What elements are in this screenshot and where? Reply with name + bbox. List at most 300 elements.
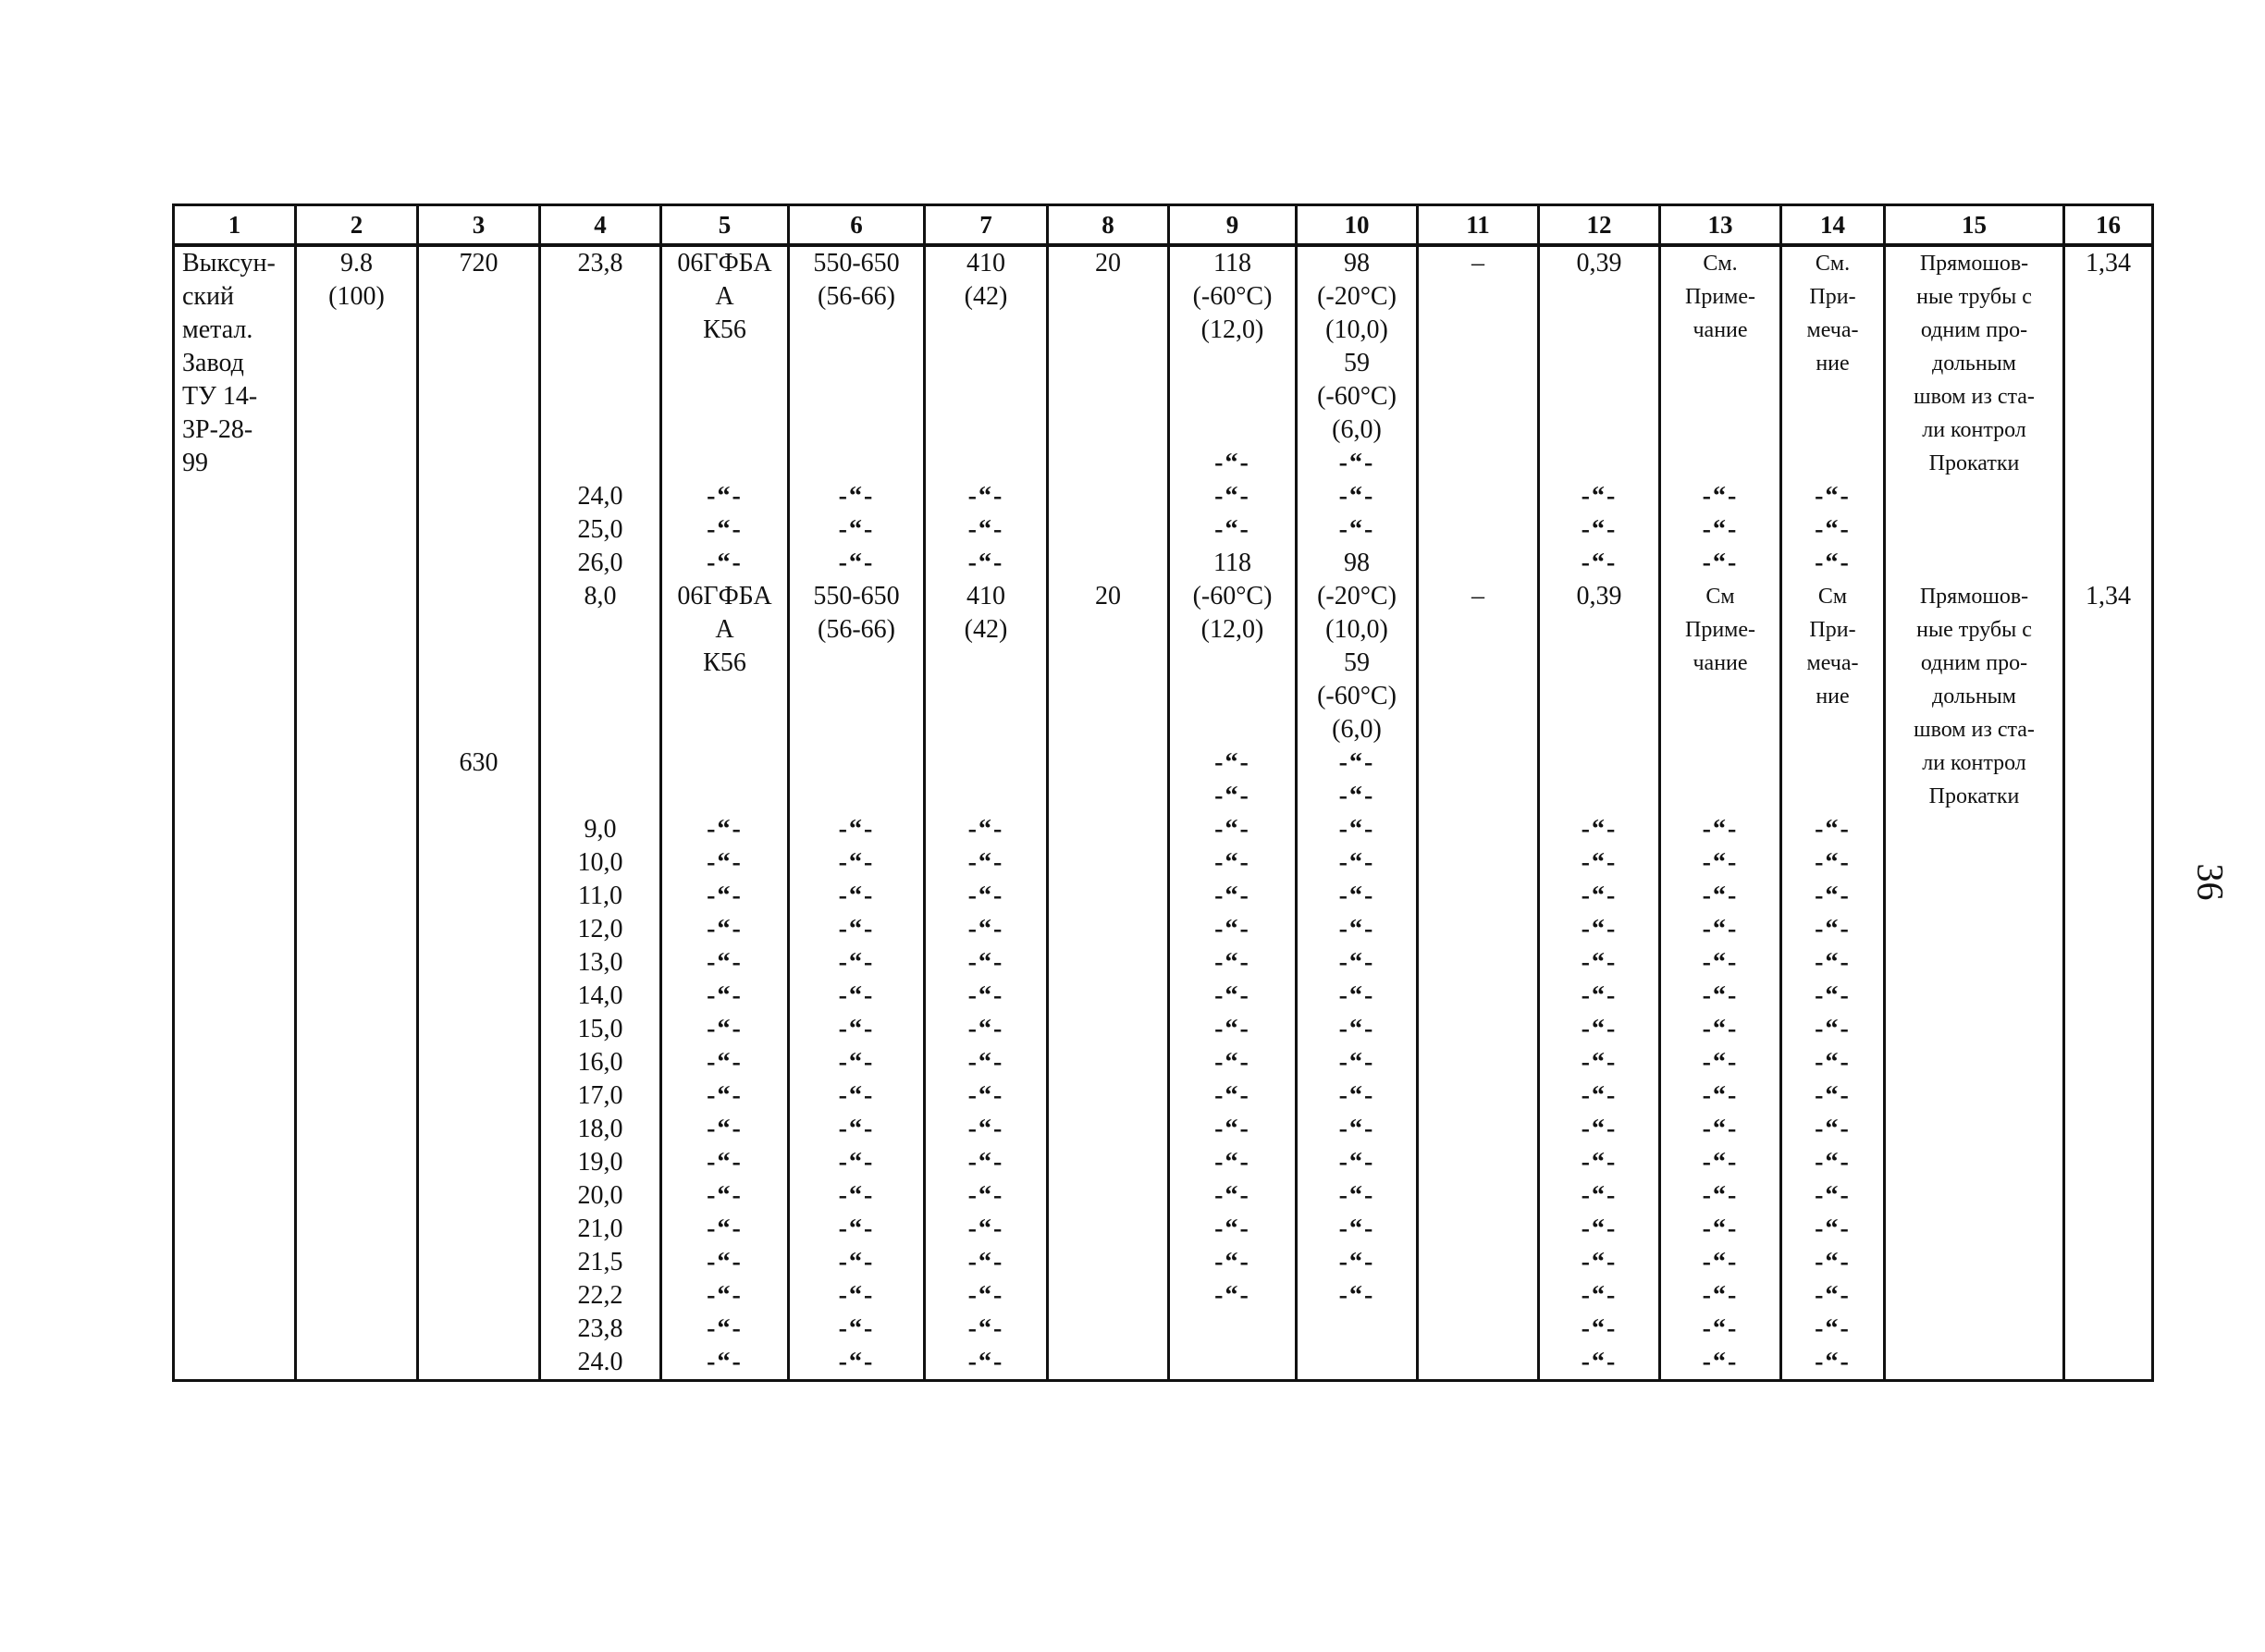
ditto-mark: -“- [838,1248,875,1276]
ditto-mark: -“- [1581,1015,1618,1043]
ditto-mark: -“- [967,915,1004,943]
ditto-mark: -“- [838,948,875,977]
ditto-mark: -“- [967,815,1004,844]
ditto-mark: -“- [967,482,1004,511]
ditto-mark: -“- [1338,1081,1375,1110]
ditto-mark: -“- [1702,1314,1739,1343]
ditto-mark: -“- [707,1015,743,1043]
coef-1: 1,34 [2086,249,2131,277]
ditto-mark: -“- [1702,848,1739,877]
ditto-mark: -“- [1815,1048,1851,1077]
ditto-mark: -“- [707,1115,743,1143]
note14-1 [1782,247,1883,380]
cell-line: ные трубы с [1916,618,2032,642]
col11-cell [1418,245,1539,1381]
ditto-list [1170,447,1295,547]
ditto-mark: -“- [1702,1015,1739,1043]
ditto-mark: -“- [1581,1314,1618,1343]
cell-line: 20,0 [577,1181,623,1210]
wall-list-2 [541,813,659,1379]
ditto-list [1298,447,1416,547]
cell-line: ные трубы с [1916,285,2032,309]
ditto-mark: -“- [967,1281,1004,1310]
cell-line: 19,0 [577,1148,623,1177]
ditto-mark: -“- [1338,1048,1375,1077]
cell-line: См. [1815,252,1851,276]
cell-line: ТУ 14- [182,382,258,411]
ditto-mark: -“- [1702,1248,1739,1276]
ditto-mark: -“- [838,1048,875,1077]
ditto-mark: -“- [967,1348,1004,1376]
wall-first: 23,8 [577,249,623,277]
pipe-spec-table [172,203,2133,1376]
ditto-mark: -“- [1815,948,1851,977]
ditto-mark: -“- [1815,1314,1851,1343]
cell-line: 59 [1344,648,1370,677]
diameter-630: 630 [459,748,499,777]
impact-1 [1170,247,1295,347]
ditto-mark: -“- [1338,748,1375,777]
ditto-mark: -“- [707,881,743,910]
ditto-mark: -“- [1581,515,1618,544]
ditto-mark: -“- [707,1214,743,1243]
ditto-mark: -“- [838,848,875,877]
col-header: 5 [661,205,789,246]
ditto-mark: -“- [838,1148,875,1177]
ditto-mark: -“- [1338,1248,1375,1276]
ditto-mark: -“- [1338,449,1375,477]
description-2 [1886,580,2062,813]
table-body [174,245,2153,1381]
cell-line: 15,0 [577,1015,623,1043]
cell-line: 118 [1213,549,1251,577]
cell-line: 98 [1344,249,1370,277]
ditto-mark: -“- [707,482,743,511]
cell-line: (42) [964,615,1008,644]
ditto-mark: -“- [1581,482,1618,511]
yield-cell [925,245,1048,1381]
cell-line: чание [1693,318,1748,342]
ditto-mark: -“- [1338,948,1375,977]
ditto-mark: -“- [1581,1148,1618,1177]
col-header: 3 [418,205,540,246]
cell-line: Приме- [1684,618,1755,642]
ditto-mark: -“- [1338,981,1375,1010]
ditto-mark: -“- [1214,848,1250,877]
ditto-mark: -“- [838,1181,875,1210]
ditto-list [790,813,923,1379]
cell-line: 24.0 [577,1348,623,1376]
ditto-mark: -“- [1581,1115,1618,1143]
col-header: 1 [174,205,296,246]
cell-line: А [715,282,734,311]
cell-line: А [715,615,734,644]
ditto-mark: -“- [838,981,875,1010]
cell-line: (-20°С) [1317,282,1397,311]
wall-cell [540,245,661,1381]
strength-2 [790,580,923,647]
ditto-mark: -“- [1581,815,1618,844]
ditto-list [790,480,923,580]
cell-line: 99 [182,449,208,477]
col-header: 11 [1418,205,1539,246]
impact-cell [1169,245,1297,1381]
cell-line: 24,0 [577,482,623,511]
ditto-mark: -“- [967,1148,1004,1177]
ditto-mark: -“- [1338,815,1375,844]
ditto-mark: -“- [707,1048,743,1077]
ditto-mark: -“- [1338,782,1375,810]
cell-line: (-60°С) [1317,682,1397,710]
ditto-list [926,480,1046,580]
cell-line: 9,0 [584,815,617,844]
ditto-mark: -“- [1214,1181,1250,1210]
ditto-mark: -“- [1815,549,1851,577]
ditto-mark: -“- [1815,1348,1851,1376]
ditto-mark: -“- [1581,848,1618,877]
ditto-mark: -“- [707,848,743,877]
ditto-mark: -“- [707,815,743,844]
cell-line: 410 [966,582,1005,610]
col-header: 10 [1297,205,1418,246]
ditto-mark: -“- [707,1148,743,1177]
ditto-mark: -“- [1815,1148,1851,1177]
ditto-mark: -“- [1702,1181,1739,1210]
cell-line: 17,0 [577,1081,623,1110]
cell-line: 21,5 [577,1248,623,1276]
cell-line: 22,2 [577,1281,623,1310]
cell-line: (6,0) [1332,715,1382,744]
cell-line: швом из ста- [1914,385,2035,409]
manufacturer-text [175,247,294,480]
ditto-mark: -“- [1581,1048,1618,1077]
cell-line: 12,0 [577,915,623,943]
cell-line: Приме- [1684,285,1755,309]
note13-2 [1661,580,1779,680]
strength-cell [789,245,925,1381]
ditto-mark: -“- [838,1081,875,1110]
ditto-mark: -“- [838,1115,875,1143]
pressure-cell [296,245,418,1381]
cell-line: одним про- [1920,651,2028,675]
cell-line: При- [1809,285,1856,309]
ditto-mark: -“- [1214,782,1250,810]
ditto-mark: -“- [1338,881,1375,910]
ditto-mark: -“- [1581,1081,1618,1110]
ditto-mark: -“- [967,948,1004,977]
ditto-mark: -“- [967,981,1004,1010]
cell-line: (12,0) [1200,315,1264,344]
page-number: 36 [2189,863,2232,901]
ditto-mark: -“- [1214,482,1250,511]
cell-line: (-60°С) [1192,582,1273,610]
ditto-mark: -“- [967,1314,1004,1343]
ditto-mark: -“- [1702,1348,1739,1376]
ditto-mark: -“- [1214,881,1250,910]
ditto-list [662,480,787,580]
ditto-mark: -“- [1338,1148,1375,1177]
cell-line: 16,0 [577,1048,623,1077]
ditto-mark: -“- [1214,1081,1250,1110]
ditto-mark: -“- [1581,549,1618,577]
cell-line: (56-66) [818,282,895,311]
ditto-mark: -“- [1702,1281,1739,1310]
ditto-mark: -“- [1338,1181,1375,1210]
cell-line: Завод [182,349,244,377]
carbon-eq-1: 0,39 [1576,249,1622,277]
cell-line: (100) [328,282,385,311]
ditto-mark: -“- [967,881,1004,910]
cell-line: (10,0) [1325,315,1388,344]
cell-line: ние [1816,351,1850,376]
ditto-mark: -“- [1581,981,1618,1010]
cell-line: дольным [1932,684,2016,709]
cell-line: 26,0 [577,549,623,577]
cell-line: 410 [966,249,1005,277]
note14-cell [1781,245,1885,1381]
ditto-mark: -“- [967,1081,1004,1110]
cell-line: Прокатки [1928,784,2020,808]
cell-line: Прямошов- [1919,252,2029,276]
elongation-cell [1048,245,1169,1381]
ditto-list [926,813,1046,1379]
ditto-list [1298,746,1416,1313]
ditto-mark: -“- [1815,1181,1851,1210]
ditto-mark: -“- [1702,815,1739,844]
ditto-mark: -“- [967,1214,1004,1243]
cell-line: ние [1816,684,1850,709]
diameter-720: 720 [459,249,499,277]
cell-line: ли контрол [1922,751,2026,775]
ditto-mark: -“- [1702,1048,1739,1077]
coef-2: 1,34 [2086,582,2131,610]
ditto-mark: -“- [1815,881,1851,910]
col-header: 7 [925,205,1048,246]
ditto-mark: -“- [707,1181,743,1210]
ditto-mark: -“- [1815,482,1851,511]
cell-line: меча- [1806,318,1859,342]
ditto-mark: -“- [1815,1281,1851,1310]
cell-line: (10,0) [1325,615,1388,644]
cell-line: (-60°С) [1192,282,1273,311]
elongation-2: 20 [1095,582,1121,610]
ditto-mark: -“- [967,1048,1004,1077]
ditto-mark: -“- [1815,1115,1851,1143]
cell-line: метал. [182,315,253,344]
ditto-list [1661,480,1779,580]
impact2-1 [1298,247,1416,447]
ditto-mark: -“- [1338,482,1375,511]
cell-line: швом из ста- [1914,718,2035,742]
ditto-mark: -“- [1214,981,1250,1010]
cell-line: Прямошов- [1919,585,2029,609]
impact2-cell [1297,245,1418,1381]
ditto-list [1661,813,1779,1379]
impact-2 [1170,547,1295,647]
col-header: 15 [1885,205,2064,246]
ditto-mark: -“- [1702,981,1739,1010]
cell-line: 21,0 [577,1214,623,1243]
ditto-mark: -“- [967,1015,1004,1043]
ditto-list [1540,813,1658,1379]
note13-cell [1660,245,1781,1381]
manufacturer-cell [174,245,296,1381]
cell-line: См. [1703,252,1738,276]
ditto-mark: -“- [1815,815,1851,844]
cell-line: (12,0) [1200,615,1264,644]
ditto-mark: -“- [967,1181,1004,1210]
cell-line: (56-66) [818,615,895,644]
cell-line: 550-650 [813,249,900,277]
ditto-mark: -“- [1214,1115,1250,1143]
ditto-mark: -“- [1702,549,1739,577]
ditto-mark: -“- [1338,1281,1375,1310]
col-header: 8 [1048,205,1169,246]
ditto-mark: -“- [967,549,1004,577]
ditto-mark: -“- [1581,1214,1618,1243]
ditto-mark: -“- [707,915,743,943]
note13-1 [1661,247,1779,347]
cell-line: ский [182,282,234,311]
carbon-eq-cell [1539,245,1660,1381]
ditto-mark: -“- [1581,948,1618,977]
cell-line: Прокатки [1928,451,2020,475]
cell-line: 25,0 [577,515,623,544]
cell-line: ли контрол [1922,418,2026,442]
ditto-mark: -“- [707,1281,743,1310]
ditto-mark: -“- [838,1348,875,1376]
ditto-mark: -“- [967,1248,1004,1276]
cell-line: (-60°С) [1317,382,1397,411]
cell-line: (-20°С) [1317,582,1397,610]
ditto-mark: -“- [707,981,743,1010]
ditto-mark: -“- [1815,1015,1851,1043]
cell-line: 9.8 [340,249,373,277]
cell-line: 18,0 [577,1115,623,1143]
dash-2: – [1471,582,1484,610]
col-header: 2 [296,205,418,246]
ditto-mark: -“- [1815,981,1851,1010]
ditto-list [1782,480,1883,580]
cell-line: (42) [964,282,1008,311]
cell-line: 13,0 [577,948,623,977]
diameter-cell [418,245,540,1381]
pressure-text [297,247,416,314]
ditto-mark: -“- [1581,881,1618,910]
cell-line: чание [1693,651,1748,675]
ditto-list [1170,746,1295,1313]
impact2-2 [1298,547,1416,746]
ditto-mark: -“- [838,482,875,511]
ditto-mark: -“- [1702,1115,1739,1143]
ditto-mark: -“- [1702,1081,1739,1110]
ditto-mark: -“- [1214,915,1250,943]
ditto-mark: -“- [1338,1115,1375,1143]
ditto-mark: -“- [707,1081,743,1110]
ditto-mark: -“- [1581,1181,1618,1210]
steel-grade-2 [662,580,787,680]
cell-line: 98 [1344,549,1370,577]
ditto-list [1540,480,1658,580]
ditto-mark: -“- [838,915,875,943]
wall-list-1 [541,480,659,580]
cell-line: одним про- [1920,318,2028,342]
ditto-list [1782,813,1883,1379]
ditto-mark: -“- [838,815,875,844]
ditto-mark: -“- [1214,815,1250,844]
ditto-mark: -“- [838,881,875,910]
cell-line: (6,0) [1332,415,1382,444]
coef-cell [2064,245,2153,1381]
cell-line: 3Р-28- [182,415,253,444]
wall-first-2: 8,0 [584,582,617,610]
ditto-mark: -“- [1214,515,1250,544]
ditto-mark: -“- [1702,881,1739,910]
elongation-1: 20 [1095,249,1121,277]
ditto-mark: -“- [1815,515,1851,544]
ditto-mark: -“- [838,1015,875,1043]
ditto-mark: -“- [1338,848,1375,877]
ditto-mark: -“- [1702,1148,1739,1177]
header-row [174,205,2153,246]
cell-line: меча- [1806,651,1859,675]
ditto-mark: -“- [707,1348,743,1376]
cell-line: 550-650 [813,582,900,610]
ditto-mark: -“- [1214,748,1250,777]
col-header: 16 [2064,205,2153,246]
ditto-list [662,813,787,1379]
ditto-mark: -“- [1702,1214,1739,1243]
yield-2 [926,580,1046,647]
ditto-mark: -“- [707,948,743,977]
ditto-mark: -“- [1702,915,1739,943]
ditto-mark: -“- [1214,1248,1250,1276]
dash-1: – [1471,249,1484,277]
col-header: 9 [1169,205,1297,246]
strength-1 [790,247,923,314]
cell-line: При- [1809,618,1856,642]
ditto-mark: -“- [1214,1214,1250,1243]
ditto-mark: -“- [707,515,743,544]
ditto-mark: -“- [1214,449,1250,477]
cell-line: См [1817,585,1848,609]
cell-line: 23,8 [577,1314,623,1343]
ditto-mark: -“- [967,1115,1004,1143]
col-header: 14 [1781,205,1885,246]
ditto-mark: -“- [1702,948,1739,977]
col-header: 13 [1660,205,1781,246]
ditto-mark: -“- [1815,915,1851,943]
cell-line: Выксун- [182,249,276,277]
ditto-mark: -“- [707,1314,743,1343]
description-cell [1885,245,2064,1381]
ditto-mark: -“- [1815,1081,1851,1110]
cell-line: 10,0 [577,848,623,877]
ditto-mark: -“- [967,848,1004,877]
cell-line: дольным [1932,351,2016,376]
ditto-mark: -“- [1815,1214,1851,1243]
cell-line: 118 [1213,249,1251,277]
ditto-mark: -“- [1581,915,1618,943]
cell-line: К56 [703,315,746,344]
ditto-mark: -“- [1581,1248,1618,1276]
col-header: 12 [1539,205,1660,246]
ditto-mark: -“- [838,1214,875,1243]
ditto-mark: -“- [1214,1281,1250,1310]
ditto-mark: -“- [1338,1015,1375,1043]
col-header: 6 [789,205,925,246]
cell-line: 11,0 [578,881,622,910]
